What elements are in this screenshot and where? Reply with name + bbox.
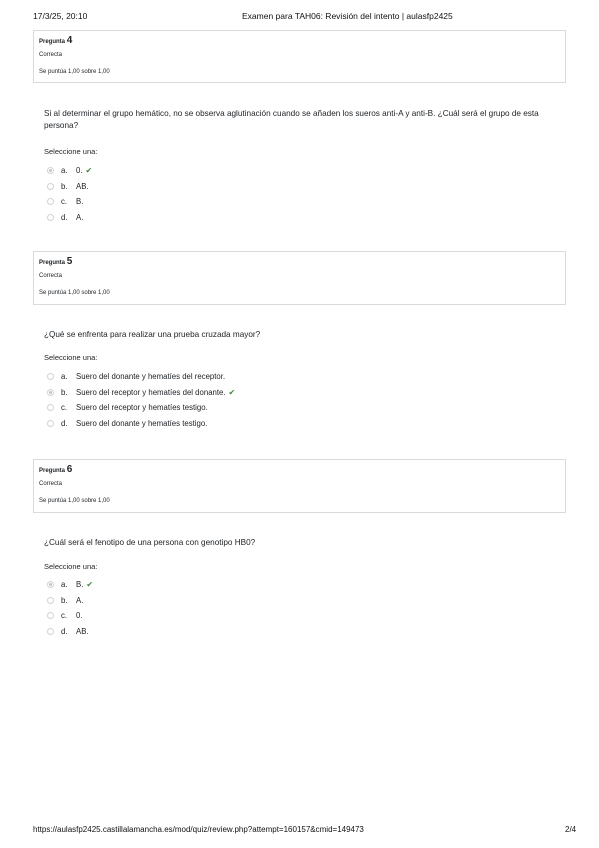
- question-state: Correcta: [39, 481, 63, 487]
- radio-button[interactable]: [47, 612, 54, 619]
- check-icon: ✔: [86, 580, 94, 590]
- check-icon: ✔: [228, 387, 236, 397]
- question-state: Correcta: [39, 52, 63, 58]
- radio-button[interactable]: [47, 420, 54, 427]
- print-datetime: 17/3/25, 20:10: [33, 11, 88, 21]
- question-text: ¿Cuál será el fenotipo de una persona con genotipo HB0?: [44, 538, 256, 547]
- question-text: ¿Qué se enfrenta para realizar una prueba cruzada mayor?: [44, 330, 261, 339]
- answer-list: [47, 163, 92, 225]
- radio-button[interactable]: [47, 389, 54, 396]
- answer-prompt: Seleccione una:: [44, 353, 98, 362]
- question-info-6: [33, 459, 566, 513]
- answer-option[interactable]: b. A.: [47, 593, 93, 609]
- radio-button[interactable]: [47, 581, 54, 588]
- answer-list: [47, 577, 93, 639]
- answer-option[interactable]: d. Suero del donante y hematíes testigo.: [47, 416, 235, 432]
- radio-button[interactable]: [47, 373, 54, 380]
- check-icon: ✔: [85, 166, 93, 176]
- answer-option[interactable]: c. B.: [47, 194, 92, 210]
- answer-option[interactable]: b. Suero del receptor y hematíes del donante. ✔: [47, 385, 235, 401]
- answer-option[interactable]: d. A.: [47, 210, 92, 226]
- radio-button[interactable]: [47, 597, 54, 604]
- answer-option[interactable]: b. AB.: [47, 179, 92, 195]
- question-grade: Se puntúa 1,00 sobre 1,00: [39, 498, 110, 504]
- answer-prompt: Seleccione una:: [44, 562, 98, 571]
- page-number: 2/4: [565, 825, 577, 834]
- question-text: Si al determinar el grupo hemático, no se observa aglutinación cuando se añaden los sueros anti-A y anti-B. ¿Cuál será el grupo de esta persona?: [44, 109, 539, 130]
- answer-prompt: Seleccione una:: [44, 147, 98, 156]
- page-title: Examen para TAH06: Revisión del intento | aulasfp2425: [242, 11, 453, 21]
- radio-button[interactable]: [47, 628, 54, 635]
- question-grade: Se puntúa 1,00 sobre 1,00: [39, 69, 110, 75]
- answer-option[interactable]: d. AB.: [47, 624, 93, 640]
- radio-button[interactable]: [47, 167, 54, 174]
- question-state: Correcta: [39, 273, 63, 279]
- answer-option[interactable]: a. 0. ✔: [47, 163, 92, 179]
- radio-button[interactable]: [47, 198, 54, 205]
- answer-list: [47, 369, 235, 431]
- answer-option[interactable]: c. Suero del receptor y hematíes testigo.: [47, 400, 235, 416]
- answer-option[interactable]: c. 0.: [47, 608, 93, 624]
- question-info-5: [33, 251, 566, 305]
- question-info-4: [33, 30, 566, 83]
- question-grade: Se puntúa 1,00 sobre 1,00: [39, 290, 110, 296]
- radio-button[interactable]: [47, 183, 54, 190]
- answer-option[interactable]: a. Suero del donante y hematíes del receptor.: [47, 369, 235, 385]
- question-number: Pregunta 4: [39, 35, 73, 46]
- radio-button[interactable]: [47, 404, 54, 411]
- page-url: https://aulasfp2425.castillalamancha.es/mod/quiz/review.php?attempt=160157&cmid=149473: [33, 825, 364, 834]
- radio-button[interactable]: [47, 214, 54, 221]
- question-number: Pregunta 5: [39, 256, 73, 267]
- answer-option[interactable]: a. B. ✔: [47, 577, 93, 593]
- question-number: Pregunta 6: [39, 464, 73, 475]
